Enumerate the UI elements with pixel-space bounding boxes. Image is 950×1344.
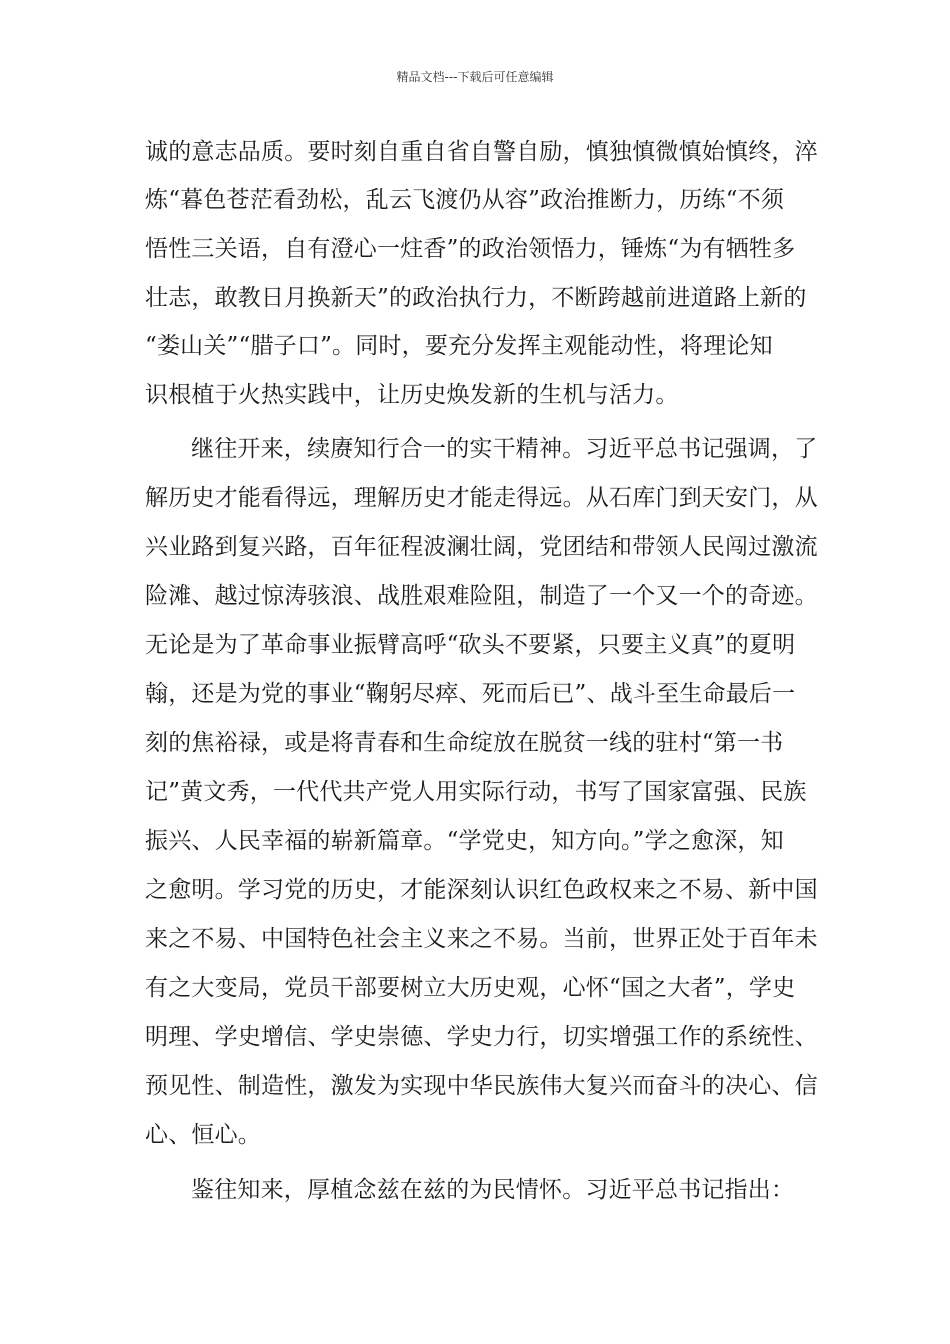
text-line: 心、恒心。 [145, 1122, 261, 1148]
text-line: 明理、学史增信、学史崇德、学史力行，切实增强工作的系统性、 [145, 1024, 818, 1050]
text-line: 悟性三关语，自有澄心一炷香”的政治领悟力，锤炼“为有牺牲多 [145, 236, 796, 262]
text-line: 险滩、越过惊涛骇浪、战胜艰难险阻，制造了一个又一个的奇迹。 [145, 583, 818, 609]
text-line: 有之大变局，党员干部要树立大历史观，心怀“国之大者”，学史 [145, 975, 796, 1001]
text-line: 炼“暮色苍茫看劲松，乱云飞渡仍从容”政治推断力，历练“不须 [145, 187, 785, 213]
text-line: 预见性、制造性，激发为实现中华民族伟大复兴而奋斗的决心、信 [145, 1073, 818, 1099]
text-line: 刻的焦裕禄，或是将青春和生命绽放在脱贫一线的驻村“第一书 [145, 730, 784, 756]
text-line: 振兴、人民幸福的崭新篇章。“学党史，知方向。”学之愈深，知 [145, 828, 784, 854]
text-line: 诚的意志品质。要时刻自重自省自警自励，慎独慎微慎始慎终，淬 [145, 139, 818, 165]
text-line: 继往开来，续赓知行合一的实干精神。习近平总书记强调，了 [191, 436, 818, 462]
text-line: 记”黄文秀，一代代共产党人用实际行动，书写了国家富强、民族 [145, 779, 807, 805]
text-line: 来之不易、中国特色社会主义来之不易。当前，世界正处于百年未 [145, 926, 818, 952]
text-line: 之愈明。学习党的历史，才能深刻认识红色政权来之不易、新中国 [145, 877, 818, 903]
text-line: 鉴往知来，厚植念兹在兹的为民情怀。习近平总书记指出： [191, 1177, 795, 1203]
text-line: 翰，还是为党的事业“鞠躬尽瘁、死而后已”、战斗至生命最后一 [145, 681, 796, 707]
text-line: 兴业路到复兴路，百年征程波澜壮阔，党团结和带领人民闯过激流 [145, 534, 818, 560]
text-line: 解历史才能看得远，理解历史才能走得远。从石库门到天安门，从 [145, 485, 818, 511]
page-header: 精品文档---下载后可任意编辑 [396, 70, 554, 84]
text-line: 壮志，敢教日月换新天”的政治执行力，不断跨越前进道路上新的 [145, 285, 807, 311]
text-line: “娄山关”“腊子口”。同时，要充分发挥主观能动性，将理论知 [145, 333, 773, 359]
text-line: 无论是为了革命事业振臂高呼“砍头不要紧，只要主义真”的夏明 [145, 632, 796, 658]
text-line: 识根植于火热实践中，让历史焕发新的生机与活力。 [145, 382, 679, 408]
